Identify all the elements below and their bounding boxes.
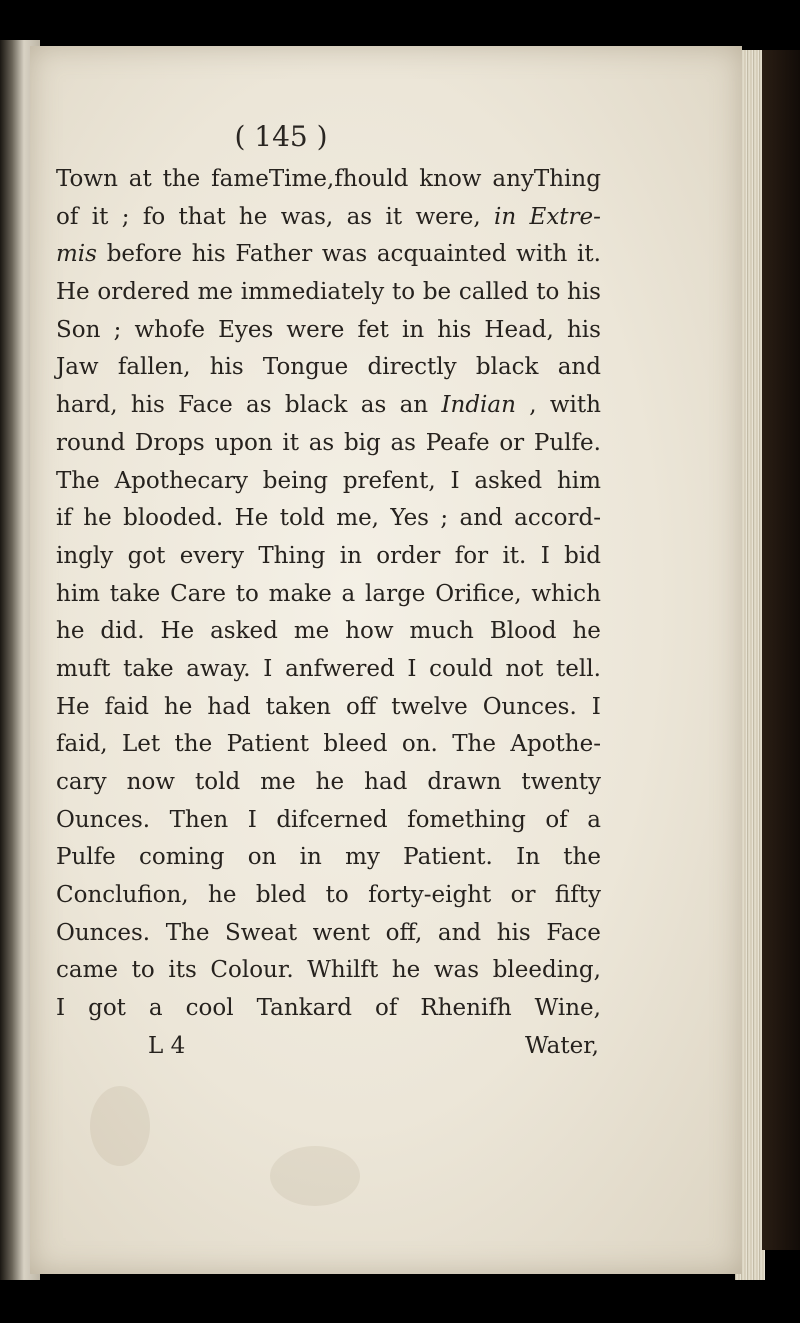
word: black (284, 392, 348, 419)
text-line (56, 990, 601, 1028)
word: the (563, 844, 601, 871)
word: In (516, 844, 541, 871)
text-line (56, 689, 601, 727)
paper-stain (90, 1086, 150, 1166)
word: at (128, 166, 152, 192)
word: or (510, 882, 536, 909)
text-line (56, 463, 601, 501)
book-cover-edge (762, 50, 800, 1250)
word: his (496, 919, 531, 946)
word: my (345, 844, 380, 871)
word: whofe (134, 316, 205, 343)
word: as (360, 392, 387, 419)
word: told (195, 769, 241, 795)
word: anfwered (285, 655, 395, 682)
word: asked (474, 467, 543, 494)
word: to (131, 957, 155, 984)
word: a (341, 580, 356, 607)
word: The (56, 467, 100, 494)
text-line (56, 538, 601, 576)
word: round (56, 429, 126, 456)
word: fet (357, 316, 389, 343)
word: for (454, 542, 489, 569)
text-line (56, 274, 601, 312)
word: called (458, 279, 529, 306)
word: ingly (56, 542, 114, 569)
word: his (130, 392, 165, 419)
word: He (160, 618, 195, 645)
text-line (56, 387, 601, 425)
word: which (531, 580, 601, 607)
word: Indian (441, 392, 516, 419)
text-line (56, 161, 601, 199)
text-line (56, 236, 601, 274)
word: much (409, 618, 474, 645)
word: Then (169, 806, 229, 833)
word: told (279, 505, 325, 532)
word: as (346, 203, 373, 230)
word: Tongue (262, 354, 349, 381)
word: He (56, 693, 90, 720)
word: in (494, 203, 517, 230)
word: Head, (484, 316, 554, 343)
word: were, (415, 203, 481, 230)
word: it (91, 203, 109, 230)
word: Peafe (425, 429, 490, 456)
word: as (390, 429, 416, 456)
word: he (163, 693, 193, 720)
word: away. (186, 655, 251, 682)
word: an (399, 392, 429, 419)
word: Care (170, 580, 226, 607)
word: fallen, (117, 354, 191, 381)
text-line (56, 877, 601, 915)
catchword: Water, (525, 1032, 599, 1059)
word: Whilft (307, 957, 379, 984)
word: Pulfe (56, 844, 116, 871)
word: forty-eight (368, 882, 492, 909)
word: Colour. (210, 957, 294, 984)
word: , (529, 392, 537, 419)
word: I (591, 693, 601, 720)
word: I (540, 542, 550, 569)
word: fo (142, 203, 166, 230)
text-line (56, 802, 601, 840)
word: The (452, 731, 496, 758)
word: drawn (427, 769, 502, 795)
word: he (83, 505, 112, 532)
word: as (308, 429, 335, 456)
word: Father (235, 241, 313, 268)
text-line (56, 726, 601, 764)
word: bled (255, 882, 307, 909)
word: how (345, 618, 394, 645)
word: Patient. (403, 844, 493, 871)
word: Face (178, 392, 233, 419)
text-line (56, 651, 601, 689)
word: twelve (391, 693, 468, 720)
word: I (247, 806, 257, 833)
word: Jaw (56, 354, 99, 381)
word: his (566, 316, 601, 343)
text-line (56, 613, 601, 651)
word: every (179, 542, 244, 569)
word: Tankard (256, 995, 353, 1022)
word: take (109, 580, 161, 607)
word: he (56, 618, 85, 645)
word: Face (546, 919, 601, 946)
word: bleed (323, 731, 388, 758)
word: in (401, 316, 425, 343)
word: cary (56, 769, 107, 795)
word: he (572, 618, 601, 645)
word: was (433, 957, 480, 984)
word: his (567, 279, 601, 306)
word: it (282, 429, 299, 456)
word: Conclufion, (56, 882, 189, 909)
word: if (56, 505, 72, 532)
word: Extre- (529, 203, 601, 230)
word: bleeding, (492, 957, 601, 984)
word: take (123, 655, 174, 682)
word: had (207, 693, 251, 720)
word: that (178, 203, 226, 230)
word: its (168, 957, 197, 984)
word: hard, (56, 392, 118, 419)
word: Ounces. (56, 806, 151, 833)
word: accord- (514, 505, 601, 532)
word: Blood (489, 618, 557, 645)
word: got (88, 995, 126, 1022)
word: came (56, 957, 119, 984)
word: big (343, 429, 381, 456)
word: Rhenifh (420, 995, 512, 1022)
word: I (56, 995, 66, 1022)
word: asked (210, 618, 278, 645)
word: fomething (407, 806, 526, 833)
word: I (263, 655, 273, 682)
word: Apothecary (114, 467, 248, 494)
word: him (556, 467, 601, 494)
word: immediately (240, 279, 385, 306)
word: it. (576, 241, 601, 268)
word: to (536, 279, 560, 306)
word: he (238, 203, 268, 230)
word: me (197, 279, 234, 306)
word: in (339, 542, 362, 569)
word: blooded. (123, 505, 224, 532)
word: got (127, 542, 166, 569)
word: bid (564, 542, 601, 569)
text-line (56, 312, 601, 350)
word: Apothe- (510, 731, 601, 758)
word: black (475, 354, 539, 381)
word: or (499, 429, 525, 456)
text-line (56, 576, 601, 614)
word: difcerned (276, 806, 388, 833)
word: fifty (554, 882, 601, 909)
word: be (422, 279, 452, 306)
text-line (56, 199, 601, 237)
word: of (545, 806, 568, 833)
word: not (505, 655, 544, 682)
word: on. (401, 731, 438, 758)
word: me (293, 618, 330, 645)
word: the (162, 166, 201, 192)
word: ; (440, 505, 449, 532)
word: him (56, 580, 100, 607)
word: Ounces. (56, 919, 151, 946)
word: could (429, 655, 493, 682)
word: Son (56, 316, 101, 343)
word: now (126, 769, 175, 795)
word: The (165, 919, 210, 946)
word: was, (280, 203, 334, 230)
word: was (321, 241, 368, 268)
word: prefent, (342, 467, 436, 494)
text-line (56, 839, 601, 877)
word: before (106, 241, 182, 268)
word: he (391, 957, 421, 984)
word: did. (100, 618, 145, 645)
word: upon (214, 429, 273, 456)
word: were (286, 316, 345, 343)
word: a (148, 995, 163, 1022)
word: mis (56, 241, 97, 268)
word: Eyes (218, 316, 274, 343)
text-line (56, 915, 601, 953)
page-number: ( 145 ) (234, 120, 328, 153)
word: I (450, 467, 460, 494)
word: being (262, 467, 329, 494)
text-line (56, 952, 601, 990)
word: twenty (521, 769, 601, 795)
word: his (191, 241, 226, 268)
page-footer (56, 1028, 601, 1066)
word: of (56, 203, 79, 230)
word: had (364, 769, 408, 795)
word: He (234, 505, 269, 532)
word: with (549, 392, 601, 419)
word: faid, (56, 731, 108, 758)
word: Let (122, 731, 161, 758)
word: anyThing (492, 166, 601, 192)
word: to (392, 279, 416, 306)
word: and (459, 505, 503, 532)
word: his (437, 316, 472, 343)
word: went (312, 919, 371, 946)
word: taken (265, 693, 331, 720)
word: with (516, 241, 568, 268)
word: He (56, 279, 90, 306)
text-line (56, 349, 601, 387)
word: I (407, 655, 417, 682)
word: he (315, 769, 345, 795)
word: to (235, 580, 259, 607)
word: and (437, 919, 482, 946)
word: a (587, 806, 601, 833)
word: Orifice, (435, 580, 522, 607)
word: ; (121, 203, 130, 230)
word: coming (139, 844, 225, 871)
word: ; (113, 316, 122, 343)
word: in (299, 844, 322, 871)
word: make (268, 580, 332, 607)
word: the (174, 731, 213, 758)
word: Town (56, 166, 118, 192)
word: Pulfe. (533, 429, 601, 456)
word: fameTime,fhould (211, 166, 409, 192)
paper-stain (270, 1146, 360, 1206)
word: faid (104, 693, 149, 720)
word: Drops (134, 429, 205, 456)
word: large (365, 580, 426, 607)
word: to (325, 882, 349, 909)
word: of (375, 995, 398, 1022)
word: on (247, 844, 277, 871)
word: directly (367, 354, 457, 381)
word: he (208, 882, 237, 909)
text-line (56, 764, 601, 802)
word: know (419, 166, 482, 192)
word: as (246, 392, 272, 419)
word: order (376, 542, 441, 569)
text-line (56, 425, 601, 463)
word: Ounces. (482, 693, 577, 720)
word: it (385, 203, 403, 230)
word: me (260, 769, 296, 795)
text-line (56, 500, 601, 538)
word: muft (56, 655, 111, 682)
word: me, (336, 505, 379, 532)
signature-mark: L 4 (148, 1032, 186, 1059)
word: tell. (556, 655, 601, 682)
word: Thing (258, 542, 326, 569)
word: Sweat (225, 919, 298, 946)
word: ordered (97, 279, 190, 306)
word: cool (185, 995, 234, 1022)
word: off, (385, 919, 423, 946)
word: Wine, (534, 995, 601, 1022)
word: it. (502, 542, 527, 569)
word: his (209, 354, 244, 381)
word: acquainted (376, 241, 507, 268)
word: and (557, 354, 601, 381)
word: Patient (226, 731, 310, 758)
word: Yes (390, 505, 429, 532)
body-text (56, 161, 601, 1066)
word: off (346, 693, 377, 720)
